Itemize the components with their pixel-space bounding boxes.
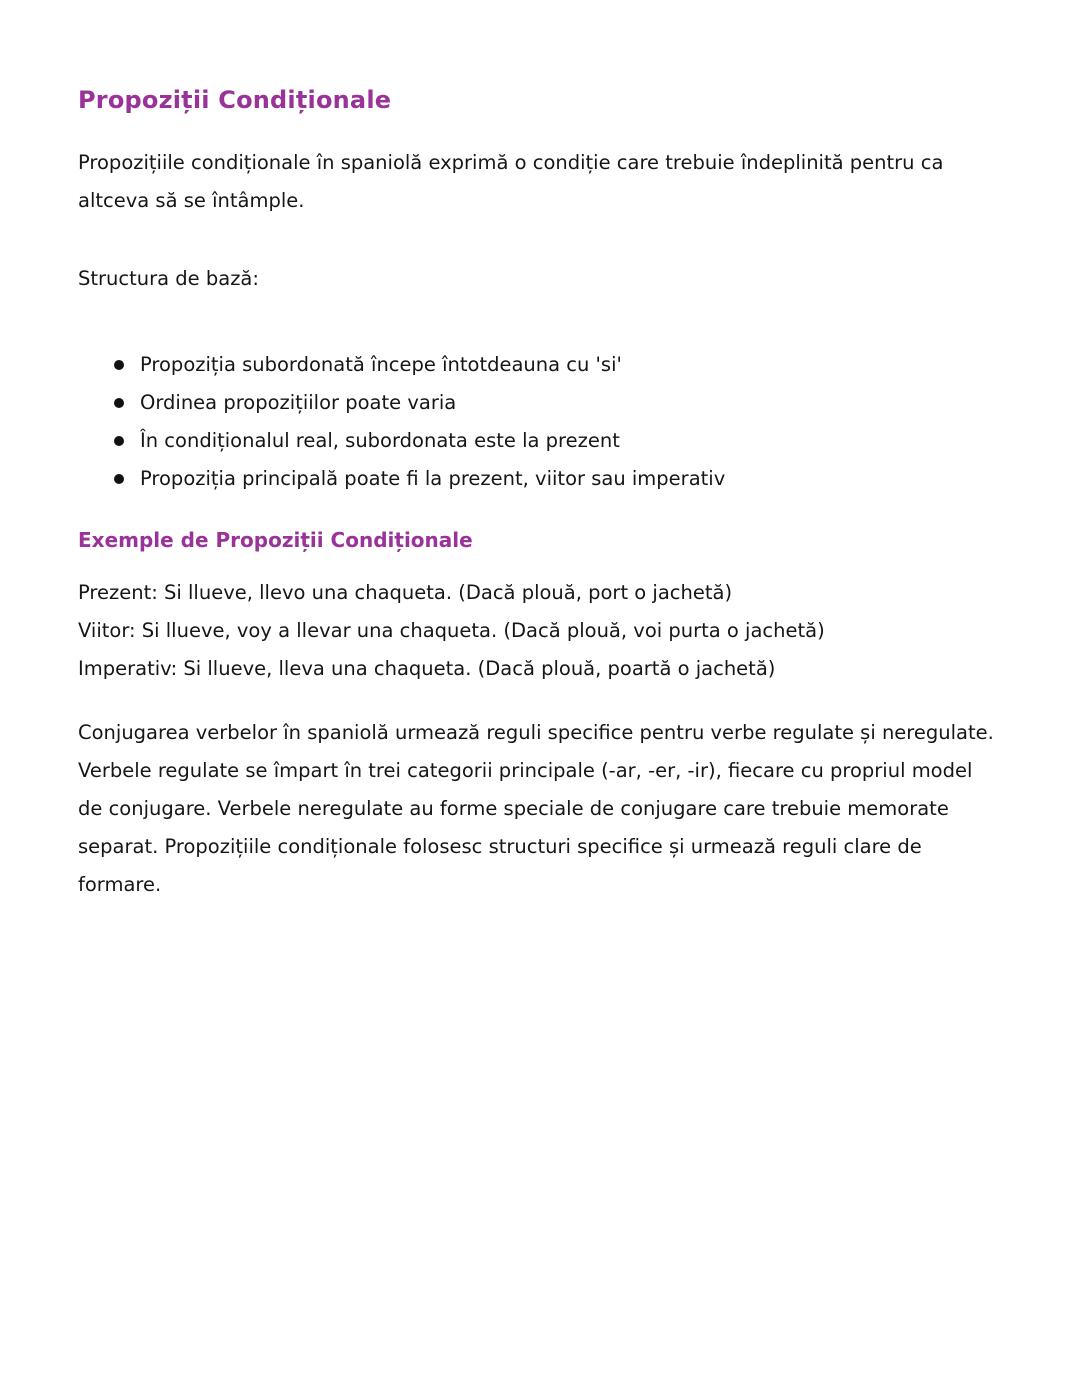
intro-paragraph: Propozițiile condiționale în spaniolă exprimă o condiție care trebuie îndeplinită pentru ca altceva să se întâmple. — [78, 151, 944, 212]
example-line-future: Viitor: Si llueve, voy a llevar una chaqueta. (Dacă plouă, voi purta o jachetă) — [78, 619, 825, 642]
bullet-item: Ordinea propozițiilor poate varia — [78, 384, 1000, 422]
bullet-item: Propoziția subordonată începe întotdeauna cu 'si' — [78, 346, 1000, 384]
conjugation-paragraph: Conjugarea verbelor în spaniolă urmează reguli specifice pentru verbe regulate și neregulate. Verbele regulate se împart în trei categorii principale (-ar, -er, -ir), fiecare cu propriul model de conjugare. Verbele neregulate au forme speciale de conjugare care trebuie memorate separat. Propozițiile condiționale folosesc structuri specifice și urmează reguli clare de formare. — [78, 721, 994, 896]
bullet-item: În condiționalul real, subordonata este la prezent — [78, 422, 1000, 460]
example-line-imperative: Imperativ: Si llueve, lleva una chaqueta. (Dacă plouă, poartă o jachetă) — [78, 657, 776, 680]
bullet-item: Propoziția principală poate fi la prezent, viitor sau imperativ — [78, 460, 1000, 498]
bullet-list — [78, 346, 1000, 498]
structure-label: Structura de bază: — [78, 267, 259, 290]
page-title: Propoziții Condiționale — [78, 86, 392, 114]
examples-block — [78, 574, 1000, 688]
example-line-present: Prezent: Si llueve, llevo una chaqueta. (Dacă plouă, port o jachetă) — [78, 581, 733, 604]
examples-heading: Exemple de Propoziții Condiționale — [78, 528, 473, 552]
